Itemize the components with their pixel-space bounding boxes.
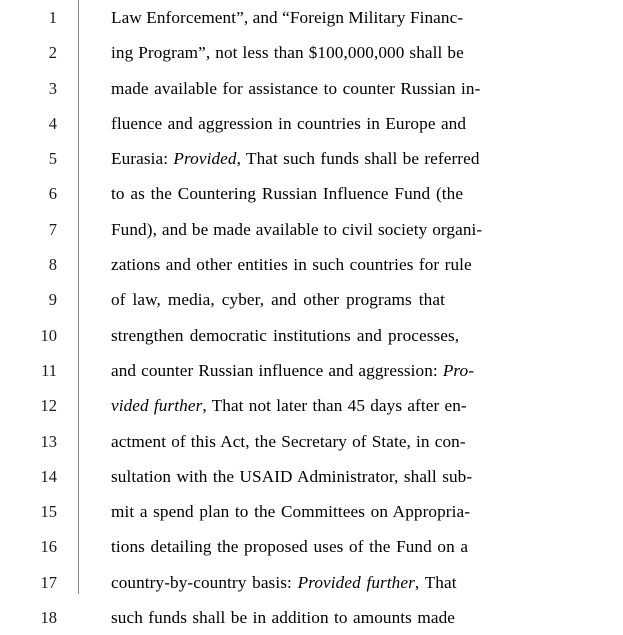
text-line: [0, 494, 623, 529]
line-number: 9: [48, 290, 57, 310]
italic-run: vided further: [111, 396, 203, 416]
text-run: Fund), and be made available to civil society organi-: [111, 219, 483, 239]
text-line: [0, 0, 623, 35]
line-number: 1: [48, 8, 57, 27]
text-run: fluence and aggression in countries in Europe and: [111, 113, 467, 133]
text-run: , That not later than 45 days after en-: [202, 396, 467, 416]
text-run: country-by-country basis:: [111, 572, 298, 592]
text-run: tions detailing the proposed uses of the Fund on a: [111, 537, 469, 557]
line-number: 3: [48, 78, 57, 98]
text-line: [0, 176, 623, 211]
line-text: [111, 318, 531, 353]
text-run: such funds shall be in addition to amounts made: [111, 608, 455, 628]
text-run: actment of this Act, the Secretary of State, in con-: [111, 431, 466, 451]
text-run: made available for assistance to counter Russian in-: [111, 78, 481, 98]
text-run: , That such funds shall be referred: [236, 149, 480, 169]
line-text: [111, 424, 531, 459]
text-line: [0, 106, 623, 141]
italic-run: Provided: [173, 149, 237, 169]
text-line: [0, 247, 623, 282]
text-line: [0, 282, 623, 317]
page-bottom-mask: [0, 594, 623, 601]
line-text: [111, 212, 531, 247]
line-text: [111, 353, 531, 388]
line-text: [111, 71, 531, 106]
text-line: [0, 353, 623, 388]
line-number: 4: [48, 113, 57, 133]
text-run: sultation with the USAID Administrator, shall sub-: [111, 466, 473, 486]
line-text: [111, 529, 531, 564]
text-line: [0, 141, 623, 176]
line-text: [111, 247, 531, 282]
line-number: 2: [48, 43, 57, 63]
line-text: [111, 35, 531, 70]
line-number: 13: [40, 431, 57, 451]
line-number: 10: [40, 325, 57, 345]
line-text: [111, 459, 531, 494]
line-text: [111, 282, 531, 317]
text-line: [0, 600, 623, 635]
text-line: [0, 388, 623, 423]
italic-run: Provided further: [297, 572, 415, 592]
line-number: 5: [48, 149, 57, 169]
italic-run: Pro-: [442, 360, 475, 380]
text-line: [0, 318, 623, 353]
line-number: 11: [41, 360, 57, 380]
line-number: 16: [40, 537, 57, 557]
text-run: to as the Countering Russian Influence Fund (the: [111, 184, 464, 204]
text-run: of law, media, cyber, and other programs that: [111, 290, 445, 310]
line-text: [111, 141, 531, 176]
text-run: Law Enforcement”, and “Foreign Military Financ-: [111, 8, 464, 27]
line-number: 14: [40, 466, 57, 486]
text-line: [0, 71, 623, 106]
text-line: [0, 529, 623, 564]
text-line: [0, 35, 623, 70]
text-run: ing Program”, not less than $100,000,000 shall be: [111, 43, 464, 63]
line-number: 12: [40, 396, 57, 416]
text-line: [0, 459, 623, 494]
line-number: 8: [48, 255, 57, 275]
line-text: [111, 0, 531, 35]
line-text: [111, 388, 531, 423]
text-run: , That: [414, 572, 457, 592]
line-text: [111, 106, 531, 141]
line-text: [111, 176, 531, 211]
line-text: [111, 494, 531, 529]
text-run: and counter Russian influence and aggression:: [111, 360, 443, 380]
text-run: zations and other entities in such countries for rule: [111, 255, 472, 275]
line-text: [111, 600, 531, 635]
text-line: [0, 424, 623, 459]
line-number: 15: [40, 502, 57, 522]
line-number: 7: [48, 219, 57, 239]
line-number: 18: [40, 608, 57, 628]
line-number: 6: [48, 184, 57, 204]
line-number: 17: [40, 572, 57, 592]
text-run: mit a spend plan to the Committees on Appropria-: [111, 502, 471, 522]
text-run: Eurasia:: [111, 149, 174, 169]
text-run: strengthen democratic institutions and processes,: [111, 325, 460, 345]
text-line: [0, 212, 623, 247]
